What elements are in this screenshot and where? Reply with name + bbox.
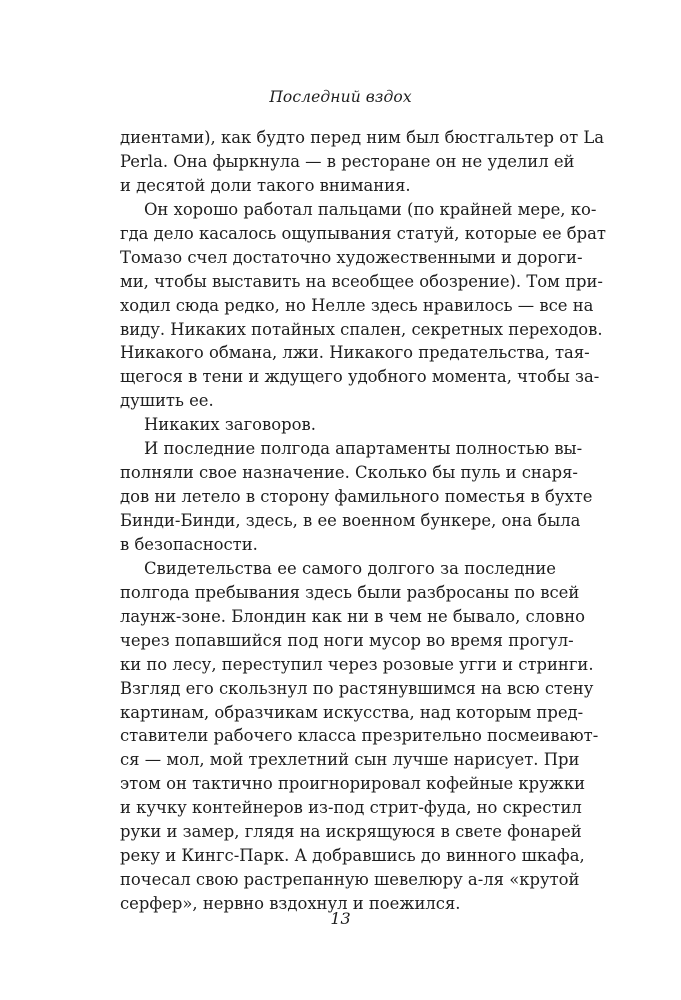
text-line: ки по лесу, переступил через розовые угги и стринги. (120, 654, 594, 674)
text-line: в безопасности. (120, 534, 258, 554)
text-line: ходил сюда редко, но Нелле здесь нравилось — все на (120, 295, 594, 315)
text-line: ми, чтобы выставить на всеобщее обозрение). Том при- (120, 271, 603, 291)
text-line: ставители рабочего класса презрительно посмеивают- (120, 726, 599, 746)
text-line: лаунж-зоне. Блондин как ни в чем не бывало, словно (120, 606, 586, 626)
text-line: Бинди-Бинди, здесь, в ее военном бункере, она была (120, 511, 581, 530)
text-line: картинам, образчикам искусства, над которым пред- (120, 702, 584, 722)
text-line: серфер», нервно вздохнул и поежился. (120, 894, 461, 913)
text-line: руки и замер, глядя на искрящуюся в свете фонарей (120, 822, 582, 842)
text-line: Взгляд его скользнул по растянувшимся на всю стену (120, 678, 594, 698)
text-line: почесал свою растрепанную шевелюру а-ля «крутой (120, 870, 580, 890)
text-line: виду. Никаких потайных спален, секретных переходов. (120, 319, 603, 339)
text-line: дов ни летело в сторону фамильного поместья в бухте (120, 487, 593, 507)
text-line: полняли свое назначение. Сколько бы пуль и снаря- (120, 463, 578, 483)
text-line: реку и Кингс-Парк. А добравшись до винного шкафа, (120, 846, 585, 866)
text-line: ся — мол, мой трехлетний сын лучше нарисует. При (120, 750, 580, 770)
text-line: и десятой доли такого внимания. (120, 175, 411, 195)
body-text (120, 126, 607, 916)
text-line: через попавшийся под ноги мусор во время прогул- (120, 630, 574, 650)
text-line: гда дело касалось ощупывания статуй, которые ее брат (120, 223, 607, 243)
page-number: 13 (330, 909, 351, 928)
text-line: душить ее. (120, 391, 214, 411)
text-line: диентами), как будто перед ним был бюстгальтер от La (120, 128, 605, 147)
text-line: Свидетельства ее самого долгого за последние (144, 558, 556, 578)
text-line: этом он тактично проигнорировал кофейные кружки (120, 774, 586, 794)
text-line: Perla. Она фыркнула — в ресторане он не уделил ей (120, 151, 575, 171)
text-line: щегося в тени и ждущего удобного момента, чтобы за- (120, 367, 600, 387)
text-line: Томазо счел достаточно художественными и дороги- (120, 247, 583, 267)
text-line: полгода пребывания здесь были разбросаны по всей (120, 582, 580, 602)
text-line: Никаких заговоров. (144, 415, 316, 435)
text-line: И последние полгода апартаменты полностью вы- (144, 439, 583, 459)
text-line: и кучку контейнеров из-под стрит-фуда, но скрестил (120, 798, 582, 818)
text-line: Он хорошо работал пальцами (по крайней мере, ко- (144, 199, 597, 219)
running-title: Последний вздох (269, 88, 412, 106)
text-line: Никакого обмана, лжи. Никакого предательства, тая- (120, 343, 590, 363)
